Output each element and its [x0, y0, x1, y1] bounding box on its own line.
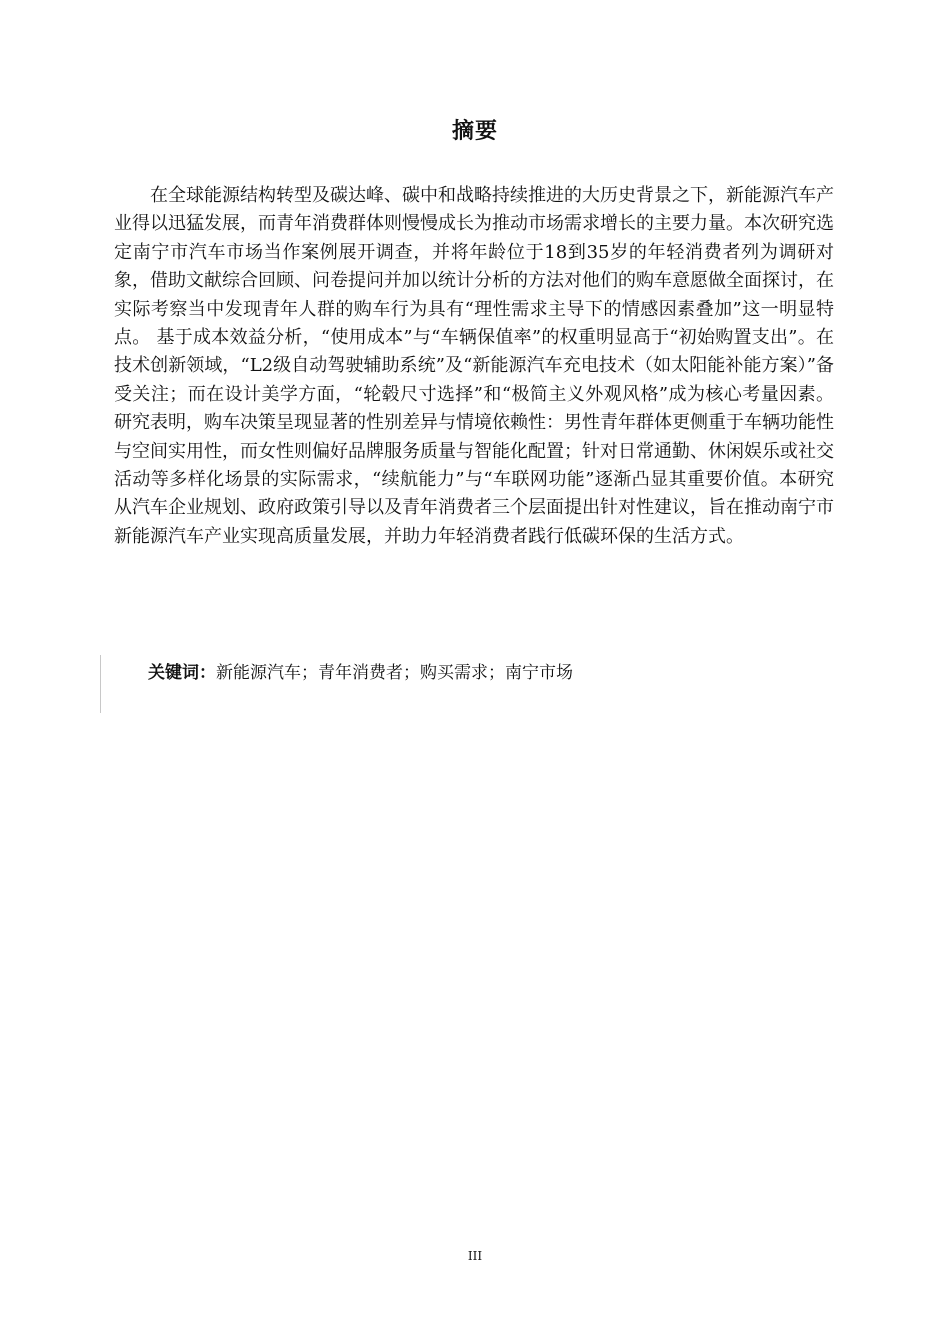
- page-title: 摘要: [451, 119, 498, 144]
- keywords-text: 新能源汽车；青年消费者；购买需求；南宁市场: [216, 663, 573, 683]
- abstract-paragraph: 在全球能源结构转型及碳达峰、碳中和战略持续推进的大历史背景之下，新能源汽车产业得以迅猛发展，而青年消费群体则慢慢成长为推动市场需求增长的主要力量。本次研究选定南宁市汽车市场当作案例展开调查，并将年龄位于18到35岁的年轻消费者列为调研对象，借助文献综合回顾、问卷提问并加以统计分析的方法对他们的购车意愿做全面探讨，在实际考察当中发现青年人群的购车行为具有“理性需求主导下的情感因素叠加”这一明显特点。 基于成本效益分析，“使用成本”与“车辆保值率”的权重明显高于“初始购置支出”。在技术创新领域，“L2级自动驾驶辅助系统”及“新能源汽车充电技术（如太阳能补能方案）”备受关注；而在设计美学方面，“轮毂尺寸选择”和“极简主义外观风格”成为核心考量因素。研究表明，购车决策呈现显著的性别差异与情境依赖性：男性青年群体更侧重于车辆功能性与空间实用性，而女性则偏好品牌服务质量与智能化配置；针对日常通勤、休闲娱乐或社交活动等多样化场景的实际需求，“续航能力”与“车联网功能”逐渐凸显其重要价值。本研究从汽车企业规划、政府政策引导以及青年消费者三个层面提出针对性建议，旨在推动南宁市新能源汽车产业实现高质量发展，并助力年轻消费者践行低碳环保的生活方式。: [114, 185, 834, 547]
- keywords-line: [148, 659, 573, 687]
- page-number: III: [467, 1249, 483, 1263]
- keywords-label: 关键词：: [148, 663, 216, 683]
- margin-line: [100, 655, 101, 713]
